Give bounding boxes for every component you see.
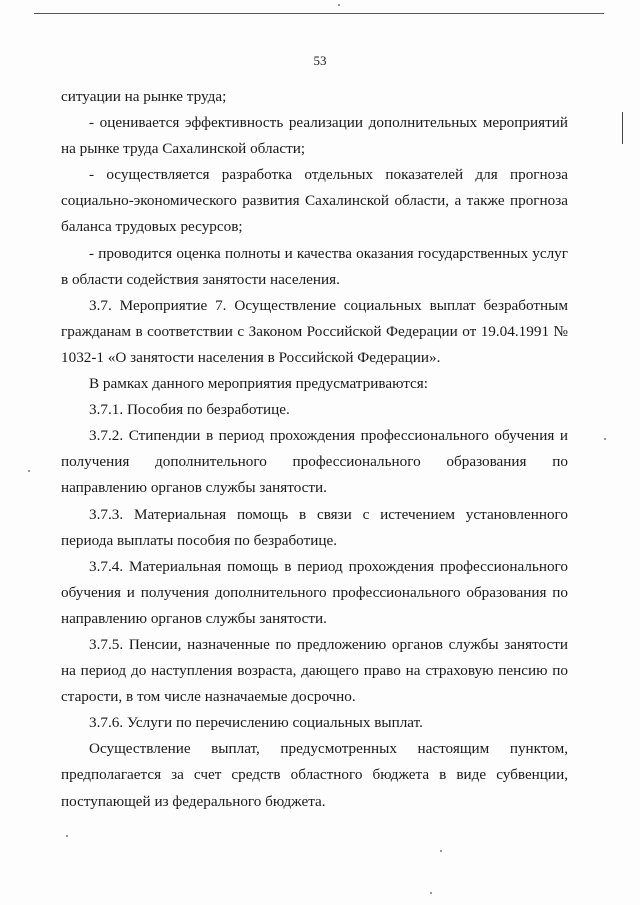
paragraph: 3.7.5. Пенсии, назначенные по предложению органов службы занятости на период до наступления возраста, дающего право на страховую пенсию по старости, в том числе назначаемые досрочно.: [61, 635, 568, 706]
paragraph: 3.7.4. Материальная помощь в период прохождения профессионального обучения и получения дополнительного профессионального образования по направлению органов службы занятости.: [61, 557, 568, 627]
paragraph: 3.7.3. Материальная помощь в связи с истечением установленного периода выплаты пособия по безработице.: [61, 505, 568, 549]
margin-mark: [622, 112, 623, 144]
scan-speck: [440, 850, 442, 852]
paragraph: - оценивается эффективность реализации дополнительных мероприятий на рынке труда Сахалинской области;: [61, 114, 568, 158]
scan-speck: [338, 4, 340, 6]
paragraph: - осуществляется разработка отдельных показателей для прогноза социально-экономического развития Сахалинской области, а также прогноза баланса трудовых ресурсов;: [61, 166, 568, 236]
top-rule: [34, 13, 604, 14]
paragraph: В рамках данного мероприятия предусматриваются:: [89, 375, 428, 393]
paragraph: Осуществление выплат, предусмотренных настоящим пунктом, предполагается за счет средств областного бюджета в виде субвенции, поступающей из федерального бюджета.: [61, 740, 568, 810]
paragraph: ситуации на рынке труда;: [61, 88, 227, 105]
scan-speck: [28, 470, 30, 472]
paragraph: 3.7.2. Стипендии в период прохождения профессионального обучения и получения дополнительного профессионального образования по направлению органов службы занятости.: [61, 427, 568, 497]
body-text: [61, 84, 568, 815]
scan-speck: [604, 438, 606, 440]
scan-speck: [430, 892, 432, 894]
paragraph: 3.7.1. Пособия по безработице.: [89, 401, 290, 419]
paragraph: - проводится оценка полноты и качества оказания государственных услуг в области содействия занятости населения.: [61, 244, 568, 288]
scan-speck: [66, 835, 68, 837]
page-number: 53: [313, 53, 327, 68]
paragraph: 3.7.6. Услуги по перечислению социальных выплат.: [89, 714, 423, 732]
paragraph: 3.7. Мероприятие 7. Осуществление социальных выплат безработным гражданам в соответствии с Законом Российской Федерации от 19.04.1991 № 1032-1 «О занятости населения в Российской Федерации».: [61, 296, 568, 366]
